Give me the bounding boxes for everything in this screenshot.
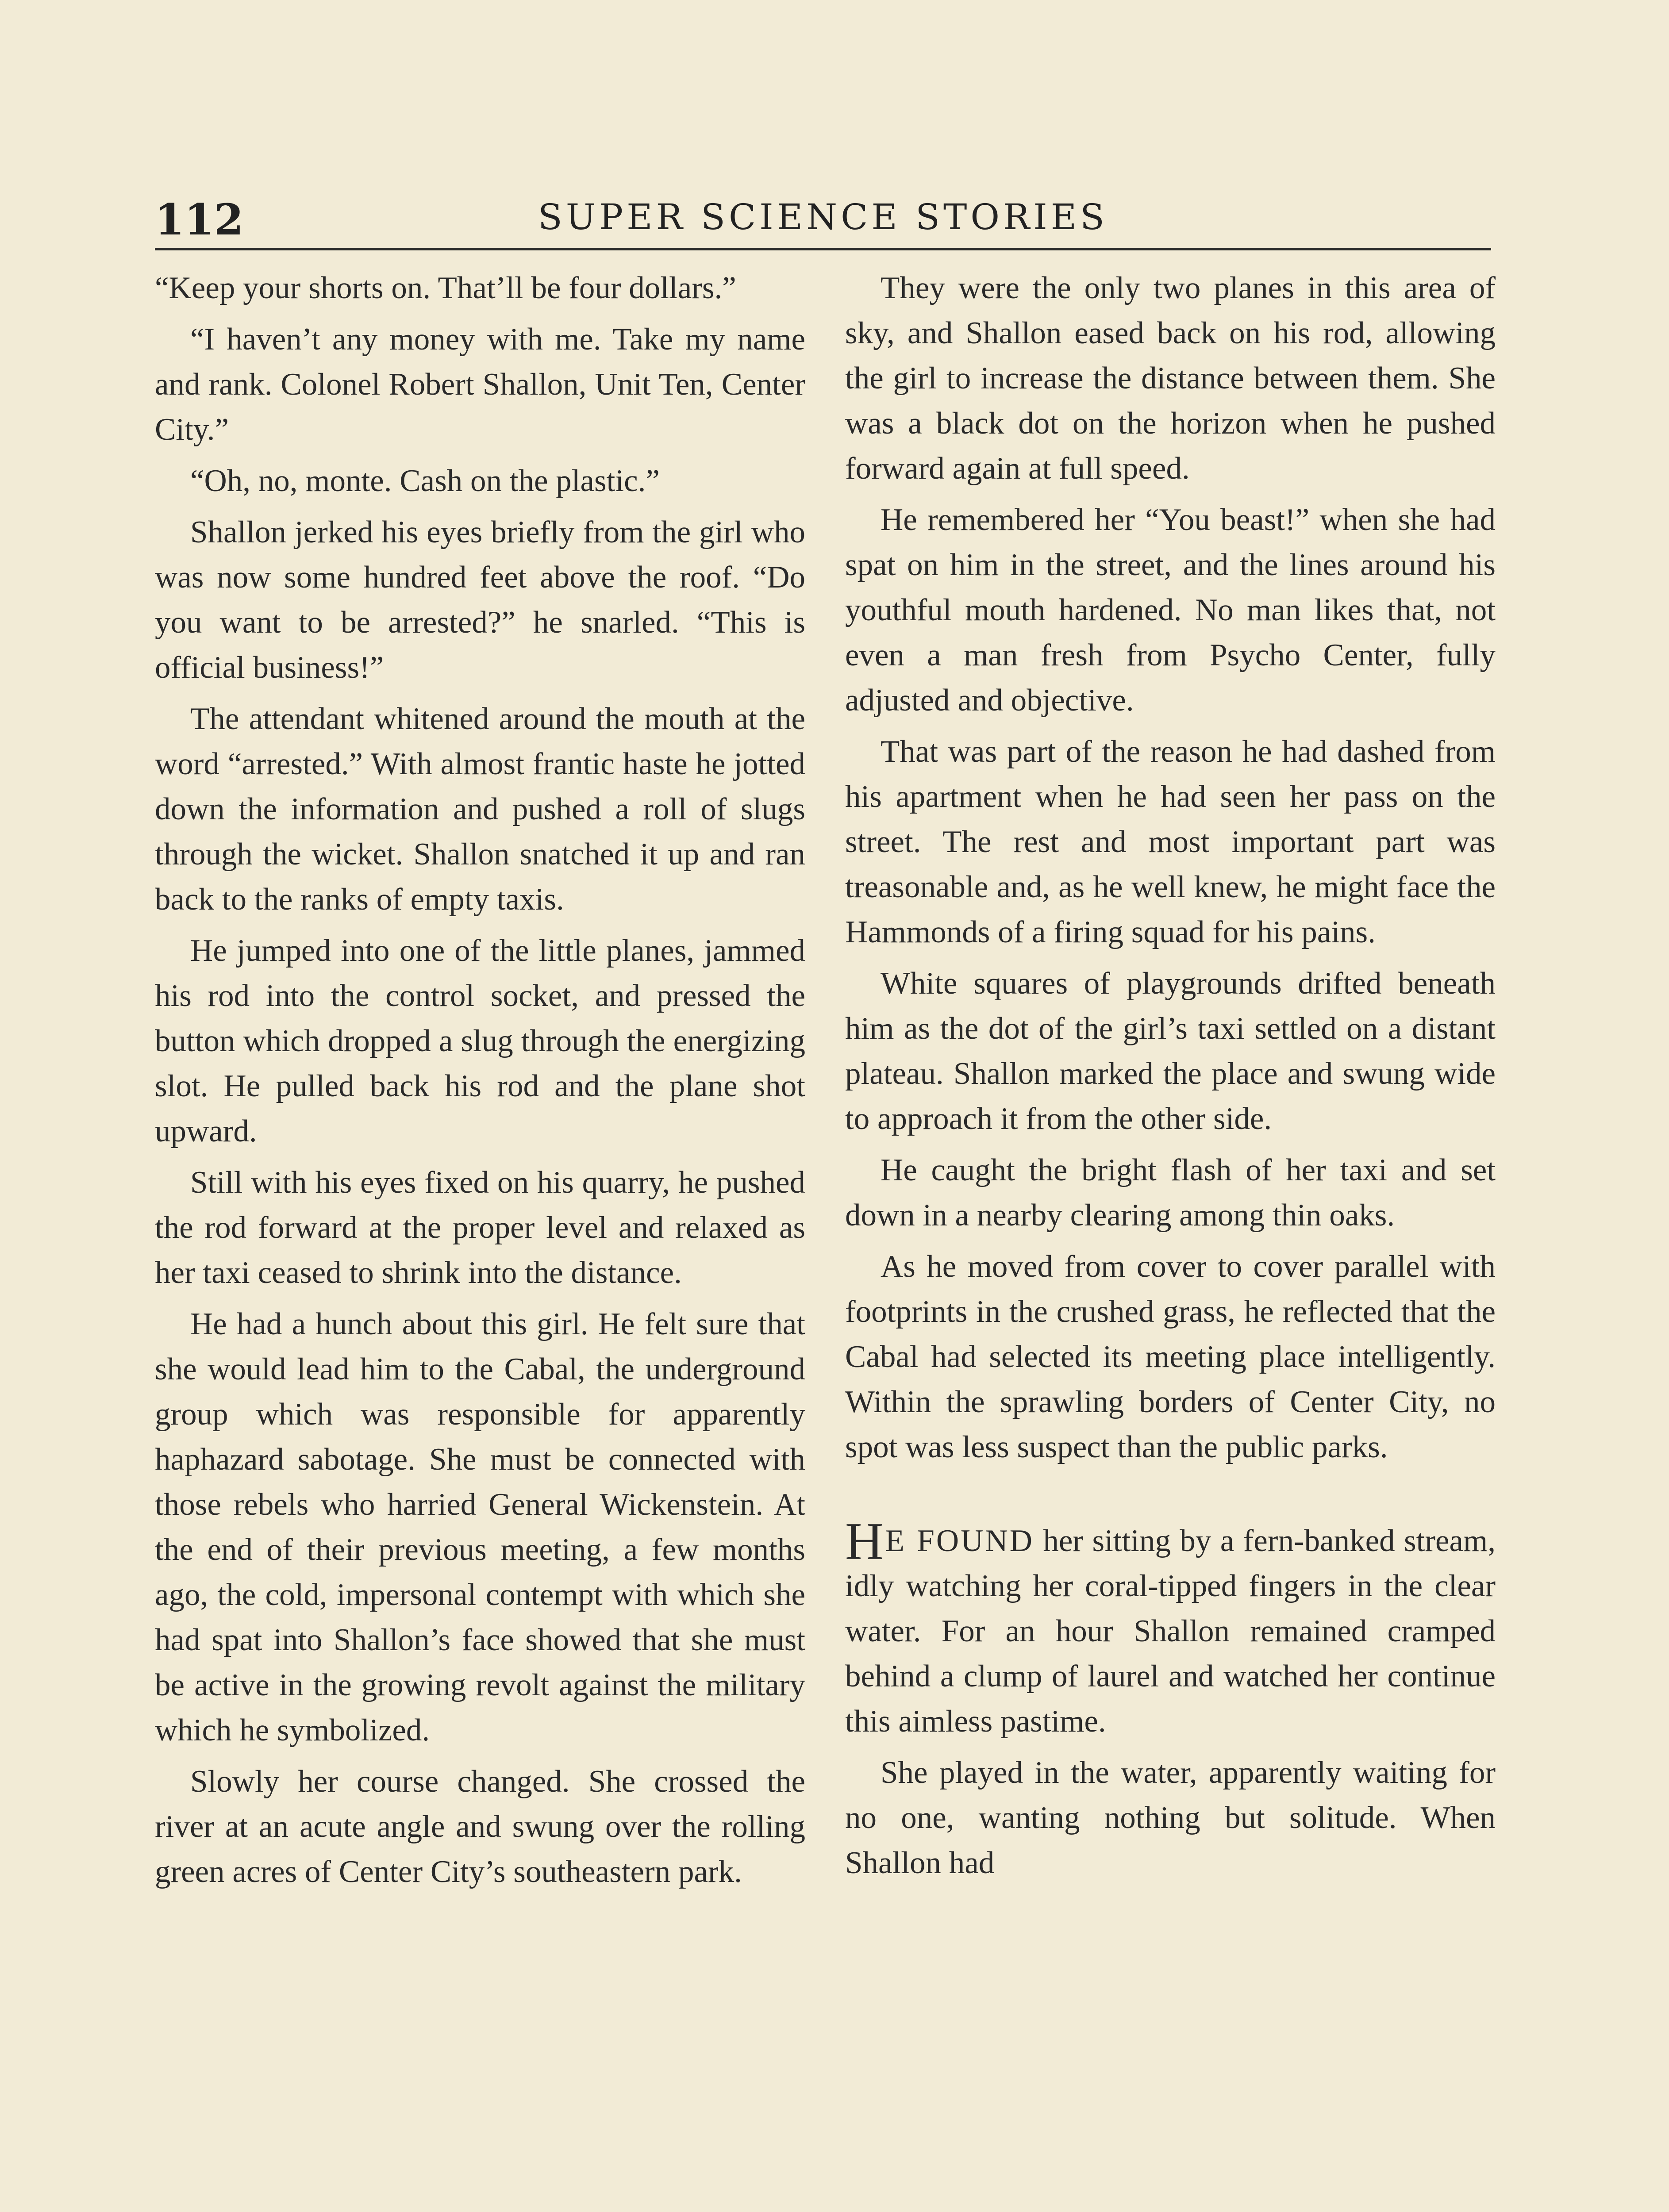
- paragraph: Still with his eyes fixed on his quarry, he pushed the rod forward at the proper level and relaxed as her taxi ceased to shrink into the distance.: [155, 1165, 805, 1290]
- left-column: [155, 265, 805, 2212]
- paragraph: “I haven’t any money with me. Take my name and rank. Colonel Robert Shallon, Unit Ten, Center City.”: [155, 322, 805, 447]
- paragraph: White squares of playgrounds drifted beneath him as the dot of the girl’s taxi settled on a distant plateau. Shallon marked the place and swung wide to approach it from the other side.: [845, 966, 1496, 1136]
- paragraph: That was part of the reason he had dashed from his apartment when he had seen her pass on the street. The rest and most important part was treasonable and, as he well knew, he might face the Hammonds of a firing squad for his pains.: [845, 734, 1496, 949]
- paragraph: He jumped into one of the little planes, jammed his rod into the control socket, and pressed the button which dropped a slug through the energizing slot. He pulled back his rod and the plane shot upward.: [155, 933, 805, 1148]
- paragraph: Shallon jerked his eyes briefly from the girl who was now some hundred feet above the roof. “Do you want to be arrested?” he snarled. “This is official business!”: [155, 515, 805, 685]
- paragraph: They were the only two planes in this area of sky, and Shallon eased back on his rod, allowing the girl to increase the distance between them. She was a black dot on the horizon when he pushed forward again at full speed.: [845, 271, 1496, 486]
- right-column: [845, 265, 1496, 2212]
- paragraph: He remembered her “You beast!” when she had spat on him in the street, and the lines around his youthful mouth hardened. No man likes that, not even a man fresh from Psycho Center, fully adjusted and objective.: [845, 503, 1496, 718]
- paragraph: Slowly her course changed. She crossed the river at an acute angle and swung over the rolling green acres of Center City’s southeastern park.: [155, 1764, 805, 1889]
- drop-cap: H: [845, 1512, 884, 1571]
- running-head: SUPER SCIENCE STORIES: [538, 196, 1108, 238]
- section-lead-words: E FOUND: [885, 1524, 1034, 1558]
- page-number: 112: [155, 195, 244, 245]
- paragraph: “Oh, no, monte. Cash on the plastic.”: [190, 464, 660, 498]
- section-lead-rest: her sitting by a fern-banked stream, idly watching her coral-tipped fingers in the clear water. For an hour Shallon remained cramped behind a clump of laurel and watched her continue this aimless pastime.: [845, 1524, 1496, 1739]
- section-opening-paragraph: [845, 1512, 1496, 1744]
- paragraph: The attendant whitened around the mouth at the word “arrested.” With almost frantic haste he jotted down the information and pushed a roll of slugs through the wicket. Shallon snatched it up and ran back to the ranks of empty taxis.: [155, 702, 805, 917]
- paragraph: She played in the water, apparently waiting for no one, wanting nothing but solitude. When Shallon had: [845, 1755, 1496, 1880]
- paragraph: “Keep your shorts on. That’ll be four dollars.”: [155, 271, 736, 305]
- paragraph: He caught the bright flash of her taxi and set down in a nearby clearing among thin oaks.: [845, 1153, 1496, 1233]
- paragraph: As he moved from cover to cover parallel with footprints in the crushed grass, he reflected that the Cabal had selected its meeting place intelligently. Within the sprawling borders of Center City, no spot was less suspect than the public parks.: [845, 1249, 1496, 1464]
- page-header: [155, 190, 1491, 250]
- paragraph: He had a hunch about this girl. He felt sure that she would lead him to the Cabal, the underground group which was responsible for apparently haphazard sabotage. She must be connected with those rebels who harried General Wickenstein. At the end of their previous meeting, a few months ago, the cold, impersonal contempt with which she had spat into Shallon’s face showed that she must be active in the growing revolt against the military which he symbolized.: [155, 1307, 805, 1747]
